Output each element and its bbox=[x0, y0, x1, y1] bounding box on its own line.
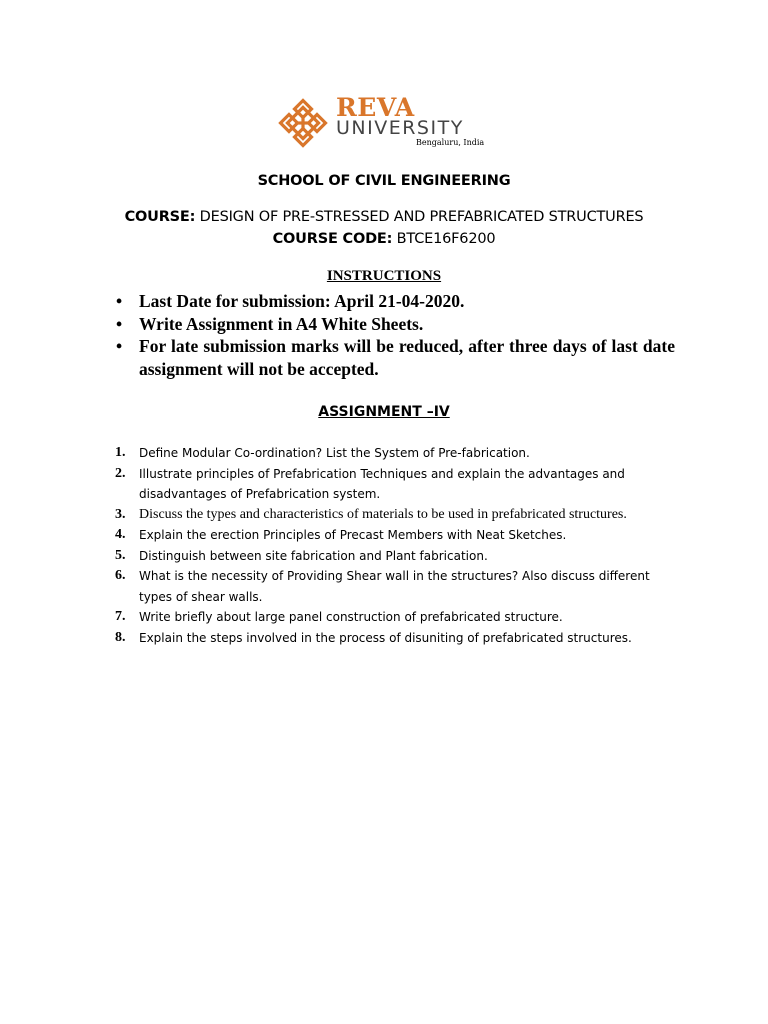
question-number: 3. bbox=[115, 506, 126, 522]
question-item bbox=[113, 464, 673, 505]
question-number: 4. bbox=[115, 527, 126, 542]
question-item bbox=[113, 566, 673, 607]
question-item bbox=[113, 628, 673, 649]
logo-subtitle: UNIVERSITY bbox=[336, 117, 464, 139]
question-text: Explain the erection Principles of Precast Members with Neat Sketches. bbox=[139, 528, 567, 542]
question-text: Discuss the types and characteristics of materials to be used in prefabricated structures. bbox=[139, 506, 627, 522]
instructions-list bbox=[113, 290, 675, 380]
question-list bbox=[113, 443, 673, 648]
question-number: 7. bbox=[115, 609, 126, 624]
question-text: Distinguish between site fabrication and Plant fabrication. bbox=[139, 548, 488, 563]
assignment-heading: ASSIGNMENT –IV bbox=[318, 404, 450, 420]
question-item bbox=[113, 525, 673, 546]
question-item bbox=[113, 443, 673, 464]
question-number: 6. bbox=[115, 568, 126, 583]
question-number: 1. bbox=[115, 445, 126, 460]
instruction-item: • For late submission marks will be reduced, after three days of last date assignment will not be accepted. bbox=[113, 335, 675, 380]
logo-name: REVA bbox=[336, 93, 415, 122]
school-title: SCHOOL OF CIVIL ENGINEERING bbox=[257, 173, 511, 189]
question-item bbox=[113, 607, 673, 628]
question-text: Illustrate principles of Prefabrication Techniques and explain the advantages and disadvantages of Prefabrication system. bbox=[139, 466, 625, 501]
course-line bbox=[0, 209, 768, 225]
instructions-heading: INSTRUCTIONS bbox=[326, 268, 442, 284]
question-text: Define Modular Co-ordination? List the System of Pre-fabrication. bbox=[139, 446, 530, 460]
question-number: 2. bbox=[115, 465, 126, 481]
reva-knot-logo-icon bbox=[278, 98, 328, 148]
question-text: Explain the steps involved in the process of disuniting of prefabricated structures. bbox=[139, 630, 632, 645]
question-text: Write briefly about large panel construction of prefabricated structure. bbox=[139, 610, 563, 624]
course-name: DESIGN OF PRE-STRESSED AND PREFABRICATED STRUCTURES bbox=[199, 209, 644, 225]
course-label: COURSE: bbox=[124, 209, 196, 225]
course-code-label: COURSE CODE: bbox=[272, 231, 393, 247]
question-item bbox=[113, 546, 673, 567]
question-number: 5. bbox=[115, 547, 126, 563]
question-number: 8. bbox=[115, 629, 126, 645]
logo-location: Bengaluru, India bbox=[416, 138, 485, 147]
question-text: What is the necessity of Providing Shear wall in the structures? Also discuss different types of shear walls. bbox=[139, 569, 650, 604]
course-code-value: BTCE16F6200 bbox=[396, 231, 496, 247]
course-code-line bbox=[0, 231, 768, 247]
instruction-item: • Last Date for submission: April 21-04-2020. bbox=[113, 290, 675, 313]
university-logo bbox=[278, 94, 498, 154]
question-item bbox=[113, 505, 673, 526]
instruction-item: • Write Assignment in A4 White Sheets. bbox=[113, 313, 675, 336]
